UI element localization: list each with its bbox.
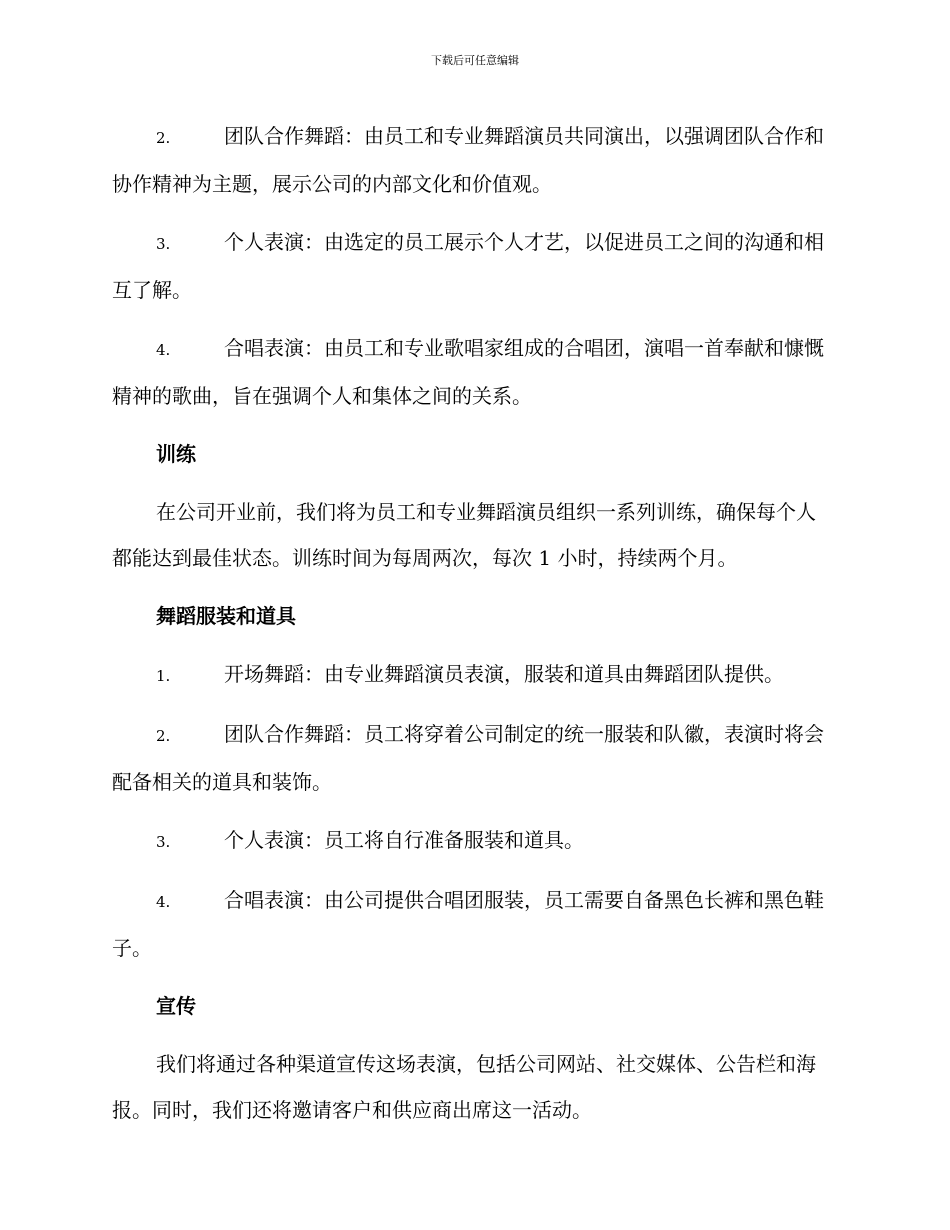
list-number: 1.	[156, 667, 171, 685]
list-number: 2.	[156, 129, 171, 147]
list-number: 2.	[156, 727, 171, 745]
list-item-costume-2	[112, 711, 834, 805]
list-number: 3.	[156, 235, 171, 253]
training-paragraph: 在公司开业前，我们将为员工和专业舞蹈演员组织一系列训练，确保每个人都能达到最佳状态。训练时间为每周两次，每次 1 小时，持续两个月。	[112, 500, 816, 570]
document-body	[112, 113, 834, 1145]
section-heading-training: 训练	[156, 442, 196, 466]
list-item-performance-2	[112, 113, 834, 207]
list-item-performance-3	[112, 219, 834, 313]
list-item-costume-1	[112, 651, 834, 699]
list-number: 4.	[156, 893, 171, 911]
list-item-text: 合唱表演：由员工和专业歌唱家组成的合唱团，演唱一首奉献和慷慨精神的歌曲，旨在强调个人和集体之间的关系。	[112, 336, 824, 408]
list-item-costume-4	[112, 877, 834, 971]
list-item-text: 合唱表演：由公司提供合唱团服装，员工需要自备黑色长裤和黑色鞋子。	[112, 888, 824, 960]
section-heading-promotion: 宣传	[156, 994, 196, 1018]
list-number: 3.	[156, 833, 171, 851]
promotion-paragraph: 我们将通过各种渠道宣传这场表演，包括公司网站、社交媒体、公告栏和海报。同时，我们还将邀请客户和供应商出席这一活动。	[112, 1052, 816, 1122]
list-item-performance-4	[112, 325, 834, 419]
list-item-text: 团队合作舞蹈：员工将穿着公司制定的统一服装和队徽，表演时将会配备相关的道具和装饰。	[112, 722, 824, 794]
page-header: 下载后可任意编辑	[431, 54, 519, 67]
list-item-text: 开场舞蹈：由专业舞蹈演员表演，服装和道具由舞蹈团队提供。	[224, 662, 784, 686]
section-heading-costumes: 舞蹈服装和道具	[156, 604, 296, 628]
list-item-text: 团队合作舞蹈：由员工和专业舞蹈演员共同演出，以强调团队合作和协作精神为主题，展示公司的内部文化和价值观。	[112, 124, 824, 196]
list-item-text: 个人表演：员工将自行准备服装和道具。	[224, 828, 584, 852]
list-item-text: 个人表演：由选定的员工展示个人才艺，以促进员工之间的沟通和相互了解。	[112, 230, 824, 302]
list-number: 4.	[156, 341, 171, 359]
list-item-costume-3	[112, 817, 834, 865]
